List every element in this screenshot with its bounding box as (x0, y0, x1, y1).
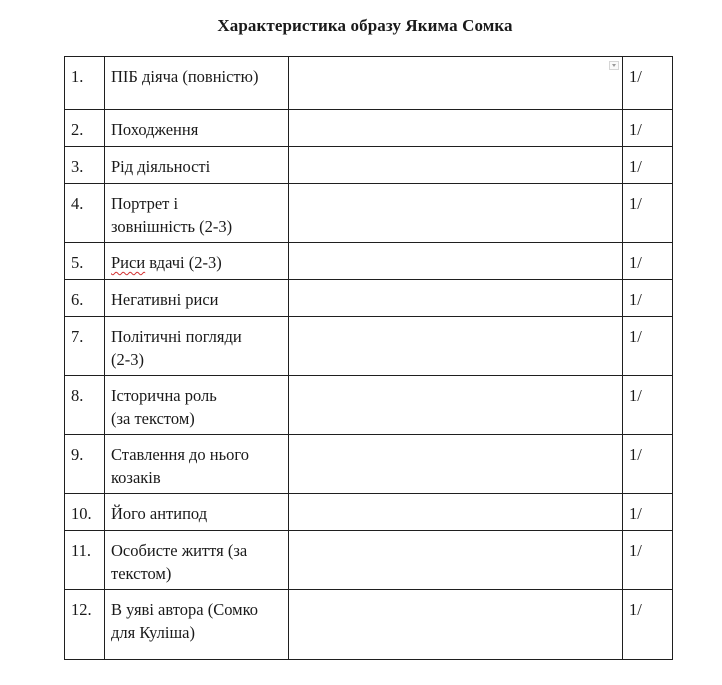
row-label (105, 243, 289, 280)
score-cell: 1/ (623, 317, 673, 376)
answer-cell[interactable] (289, 280, 623, 317)
row-label-rest: вдачі (2-3) (145, 253, 222, 272)
answer-cell[interactable] (289, 147, 623, 184)
score-cell: 1/ (623, 184, 673, 243)
score-cell: 1/ (623, 435, 673, 494)
row-label: Рід діяльності (105, 147, 289, 184)
row-label-line-2: козаків (111, 468, 161, 487)
row-label (105, 531, 289, 590)
row-label: Негативні риси (105, 280, 289, 317)
table-row (65, 57, 673, 110)
table-row (65, 590, 673, 660)
table-row (65, 280, 673, 317)
answer-cell[interactable] (289, 57, 623, 110)
table-row (65, 435, 673, 494)
row-label-line-2: текстом) (111, 564, 172, 583)
row-label-line-1: Особисте життя (за (111, 541, 248, 560)
row-number: 12. (65, 590, 105, 660)
answer-cell[interactable] (289, 110, 623, 147)
table-row (65, 317, 673, 376)
row-label (105, 590, 289, 660)
characteristics-table (64, 56, 673, 660)
answer-cell[interactable] (289, 494, 623, 531)
row-label (105, 376, 289, 435)
row-label-line-1: Портрет і (111, 194, 179, 213)
score-cell: 1/ (623, 531, 673, 590)
row-number: 4. (65, 184, 105, 243)
row-number: 11. (65, 531, 105, 590)
row-number: 8. (65, 376, 105, 435)
row-number: 1. (65, 57, 105, 110)
table-row (65, 376, 673, 435)
answer-cell[interactable] (289, 531, 623, 590)
score-cell: 1/ (623, 243, 673, 280)
row-number: 7. (65, 317, 105, 376)
row-number: 2. (65, 110, 105, 147)
score-cell: 1/ (623, 280, 673, 317)
row-label-line-1: Політичні погляди (111, 327, 242, 346)
row-label: Його антипод (105, 494, 289, 531)
table-row (65, 243, 673, 280)
row-label (105, 317, 289, 376)
answer-cell[interactable] (289, 435, 623, 494)
row-number: 5. (65, 243, 105, 280)
row-label (105, 435, 289, 494)
table-row (65, 494, 673, 531)
row-label-line-1: Ставлення до нього (111, 445, 250, 464)
row-number: 3. (65, 147, 105, 184)
row-label-line-2: для Куліша) (111, 623, 195, 642)
row-number: 9. (65, 435, 105, 494)
table-row (65, 184, 673, 243)
row-label-line-1: В уяві автора (Сомко (111, 600, 259, 619)
answer-cell[interactable] (289, 376, 623, 435)
answer-cell[interactable] (289, 184, 623, 243)
table-row (65, 531, 673, 590)
score-cell: 1/ (623, 147, 673, 184)
answer-cell[interactable] (289, 243, 623, 280)
table-row (65, 147, 673, 184)
score-cell: 1/ (623, 376, 673, 435)
row-label-line-2: (2-3) (111, 350, 144, 369)
answer-cell[interactable] (289, 590, 623, 660)
score-cell: 1/ (623, 590, 673, 660)
score-cell: 1/ (623, 110, 673, 147)
misspelled-word: Риси (111, 253, 146, 272)
document-title: Характеристика образу Якима Сомка (217, 16, 513, 35)
row-label-line-2: зовнішність (2-3) (111, 217, 233, 236)
row-number: 6. (65, 280, 105, 317)
row-label: Походження (105, 110, 289, 147)
row-number: 10. (65, 494, 105, 531)
row-label-line-2: (за текстом) (111, 409, 195, 428)
row-label: ПІБ діяча (повністю) (105, 57, 289, 110)
score-cell: 1/ (623, 57, 673, 110)
dropdown-arrow-icon[interactable] (609, 61, 619, 70)
answer-cell[interactable] (289, 317, 623, 376)
table-row (65, 110, 673, 147)
score-cell: 1/ (623, 494, 673, 531)
row-label-line-1: Історична роль (111, 386, 217, 405)
row-label (105, 184, 289, 243)
